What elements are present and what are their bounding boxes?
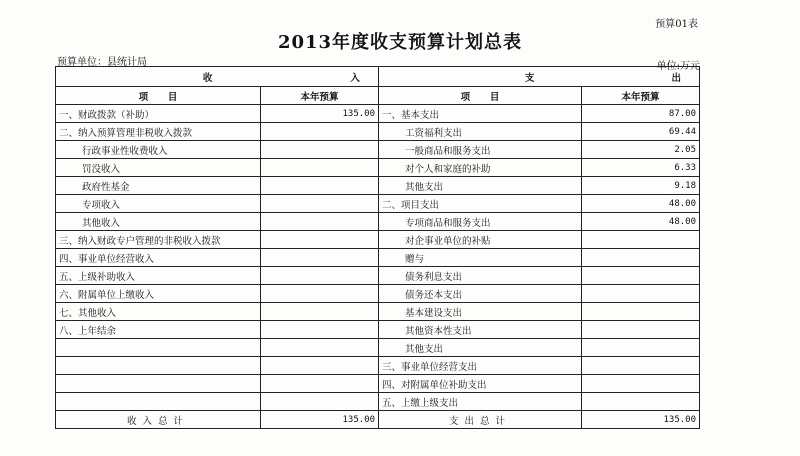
- income-item: [56, 393, 261, 411]
- income-value: [261, 249, 379, 267]
- expense-budget-header: 本年预算: [582, 87, 700, 105]
- expense-item: 二、项目支出: [379, 195, 582, 213]
- expense-value: 48.00: [582, 195, 700, 213]
- table-row: [56, 141, 700, 159]
- income-item: 行政事业性收费收入: [56, 141, 261, 159]
- expense-value: 69.44: [582, 123, 700, 141]
- income-item: 专项收入: [56, 195, 261, 213]
- expense-item: 四、对附属单位补助支出: [379, 375, 582, 393]
- expense-item: 其他资本性支出: [379, 321, 582, 339]
- income-value: [261, 303, 379, 321]
- income-value: [261, 267, 379, 285]
- expense-value: [582, 357, 700, 375]
- expense-value: [582, 321, 700, 339]
- expense-item: 赠与: [379, 249, 582, 267]
- table-header-row: [56, 67, 700, 87]
- table-row: [56, 195, 700, 213]
- income-item: 三、纳入财政专户管理的非税收入拨款: [56, 231, 261, 249]
- expense-item: 债务还本支出: [379, 285, 582, 303]
- table-row: [56, 267, 700, 285]
- income-item: 七、其他收入: [56, 303, 261, 321]
- income-item: 罚没收入: [56, 159, 261, 177]
- expense-item: 三、事业单位经营支出: [379, 357, 582, 375]
- table-subheader-row: [56, 87, 700, 105]
- expense-header-left: 支: [524, 72, 537, 84]
- table-row: [56, 285, 700, 303]
- expense-item: 一、基本支出: [379, 105, 582, 123]
- expense-value: 9.18: [582, 177, 700, 195]
- table-row: [56, 321, 700, 339]
- expense-item: 专项商品和服务支出: [379, 213, 582, 231]
- table-row: [56, 159, 700, 177]
- table-row: [56, 375, 700, 393]
- expense-value: 48.00: [582, 213, 700, 231]
- expense-value: [582, 267, 700, 285]
- income-item-header: 项 目: [56, 87, 261, 105]
- expense-value: [582, 231, 700, 249]
- income-value: [261, 285, 379, 303]
- expense-value: [582, 393, 700, 411]
- expense-value: [582, 303, 700, 321]
- income-item: 六、附属单位上缴收入: [56, 285, 261, 303]
- expense-value: 2.05: [582, 141, 700, 159]
- table-row: [56, 249, 700, 267]
- income-item: [56, 357, 261, 375]
- expense-item: 其他支出: [379, 177, 582, 195]
- income-item: 政府性基金: [56, 177, 261, 195]
- income-value: [261, 393, 379, 411]
- currency-unit-label: 单位:万元: [656, 61, 700, 72]
- income-value: [261, 321, 379, 339]
- expense-total-value: 135.00: [582, 411, 700, 429]
- expense-total-label: 支出总计: [379, 411, 582, 429]
- income-header-right: 入: [350, 72, 362, 84]
- expense-item: 基本建设支出: [379, 303, 582, 321]
- income-value: 135.00: [261, 105, 379, 123]
- expense-section-header: [379, 67, 700, 87]
- income-value: [261, 339, 379, 357]
- page-title: 2013年度收支预算计划总表: [277, 32, 523, 53]
- income-value: [261, 195, 379, 213]
- income-total-value: 135.00: [261, 411, 379, 429]
- income-item: [56, 375, 261, 393]
- income-item: 其他收入: [56, 213, 261, 231]
- table-row: [56, 393, 700, 411]
- income-item: 四、事业单位经营收入: [56, 249, 261, 267]
- income-item: 八、上年结余: [56, 321, 261, 339]
- table-row: [56, 177, 700, 195]
- table-row: [56, 213, 700, 231]
- expense-value: [582, 285, 700, 303]
- table-row: [56, 303, 700, 321]
- income-value: [261, 231, 379, 249]
- expense-value: [582, 339, 700, 357]
- expense-item-header: 项 目: [379, 87, 582, 105]
- table-row: [56, 105, 700, 123]
- expense-item: 工资福利支出: [379, 123, 582, 141]
- income-total-label: 收入总计: [56, 411, 261, 429]
- expense-header-right: 出: [671, 72, 683, 84]
- budget-unit-label: 预算单位：县统计局: [57, 57, 147, 68]
- table-row: [56, 357, 700, 375]
- expense-value: 87.00: [582, 105, 700, 123]
- income-value: [261, 141, 379, 159]
- income-item: 五、上级补助收入: [56, 267, 261, 285]
- table-row: [56, 123, 700, 141]
- income-value: [261, 123, 379, 141]
- table-row: [56, 231, 700, 249]
- income-value: [261, 357, 379, 375]
- income-section-header: [56, 67, 379, 87]
- expense-value: [582, 375, 700, 393]
- expense-value: [582, 249, 700, 267]
- expense-item: 对个人和家庭的补助: [379, 159, 582, 177]
- income-item: 二、纳入预算管理非税收入拨款: [56, 123, 261, 141]
- expense-item: 其他支出: [379, 339, 582, 357]
- form-code: 预算01表: [655, 19, 698, 30]
- income-value: [261, 375, 379, 393]
- income-item: 一、财政拨款（补助）: [56, 105, 261, 123]
- budget-summary-table: [55, 66, 700, 429]
- expense-item: 对企事业单位的补贴: [379, 231, 582, 249]
- income-budget-header: 本年预算: [261, 87, 379, 105]
- expense-value: 6.33: [582, 159, 700, 177]
- income-item: [56, 339, 261, 357]
- table-row: [56, 339, 700, 357]
- totals-row: [56, 411, 700, 429]
- expense-item: 五、上缴上级支出: [379, 393, 582, 411]
- income-header-left: 收: [202, 72, 215, 84]
- income-value: [261, 159, 379, 177]
- income-value: [261, 177, 379, 195]
- expense-item: 一般商品和服务支出: [379, 141, 582, 159]
- income-value: [261, 213, 379, 231]
- expense-item: 债务利息支出: [379, 267, 582, 285]
